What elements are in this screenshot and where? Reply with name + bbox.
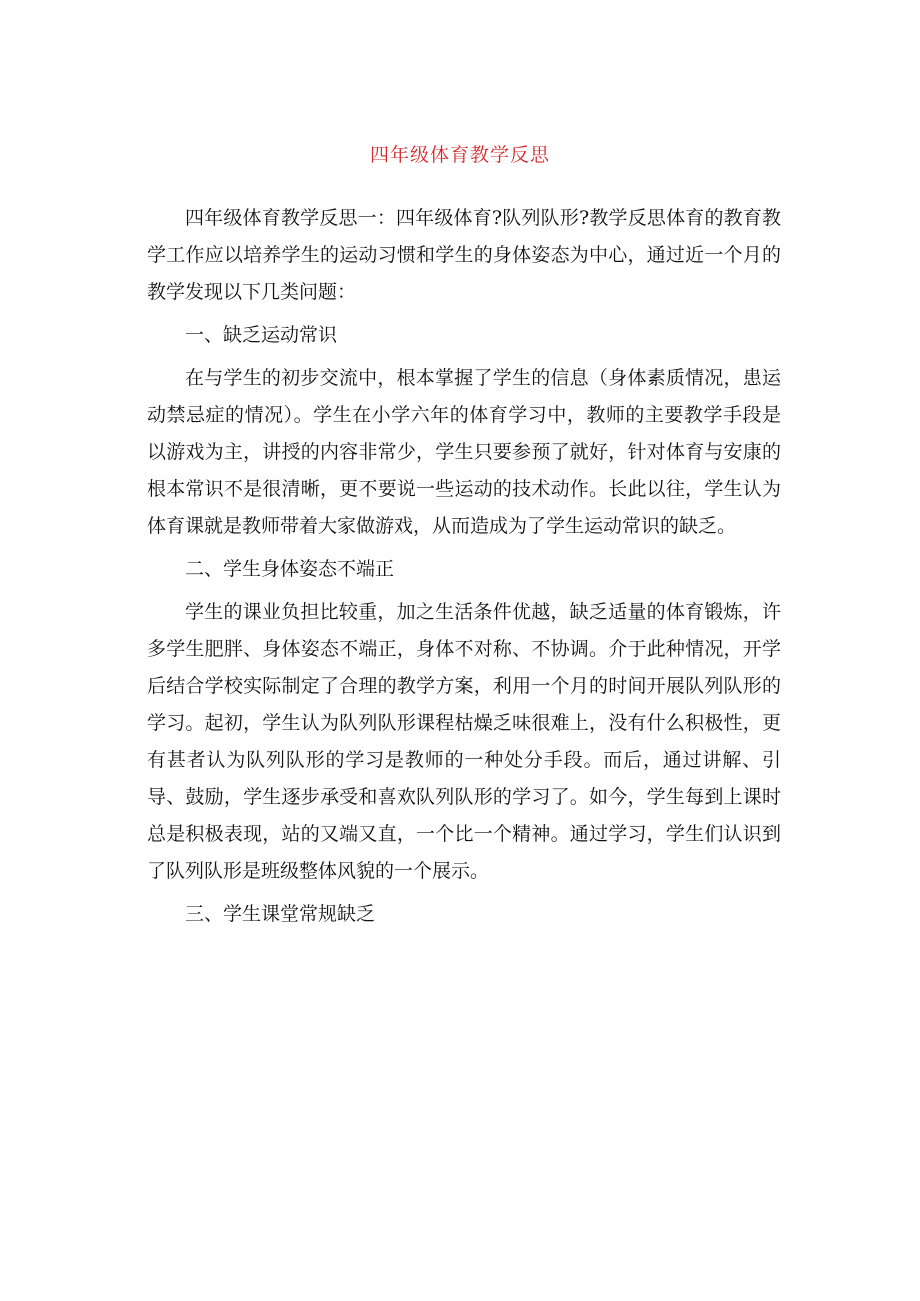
section-heading-1: 一、缺乏运动常识 (185, 324, 338, 346)
section-heading-2: 二、学生身体姿态不端正 (185, 558, 395, 580)
document-title: 四年级体育教学反思 (369, 144, 550, 166)
section-heading-3: 三、学生课堂常规缺乏 (185, 903, 376, 925)
section-paragraph-2: 学生的课业负担比较重，加之生活条件优越，缺乏适量的体育锻炼，许多学生肥胖、身体姿态不端正，身体不对称、不协调。介于此种情况，开学后结合学校实际制定了合理的教学方案，利用一个月的时间开展队列队形的学习。起初，学生认为队列队形课程枯燥乏味很难上，没有什么积极性，更有甚者认为队列队形的学习是教师的一种处分手段。而后，通过讲解、引导、鼓励，学生逐步承受和喜欢队列队形的学习了。如今，学生每到上课时总是积极表现，站的又端又直，一个比一个精神。通过学习，学生们认识到了队列队形是班级整体风貌的一个展示。 (147, 601, 781, 882)
document-body (147, 200, 781, 939)
section-paragraph-1: 在与学生的初步交流中，根本掌握了学生的信息（身体素质情况，患运动禁忌症的情况）。学生在小学六年的体育学习中，教师的主要教学手段是以游戏为主，讲授的内容非常少，学生只要参预了就好，针对体育与安康的根本常识不是很清晰，更不要说一些运动的技术动作。长此以往，学生认为体育课就是教师带着大家做游戏，从而造成为了学生运动常识的缺乏。 (147, 367, 781, 537)
intro-paragraph: 四年级体育教学反思一：四年级体育?队列队形?教学反思体育的教育教学工作应以培养学生的运动习惯和学生的身体姿态为中心，通过近一个月的教学发现以下几类问题： (147, 207, 781, 303)
